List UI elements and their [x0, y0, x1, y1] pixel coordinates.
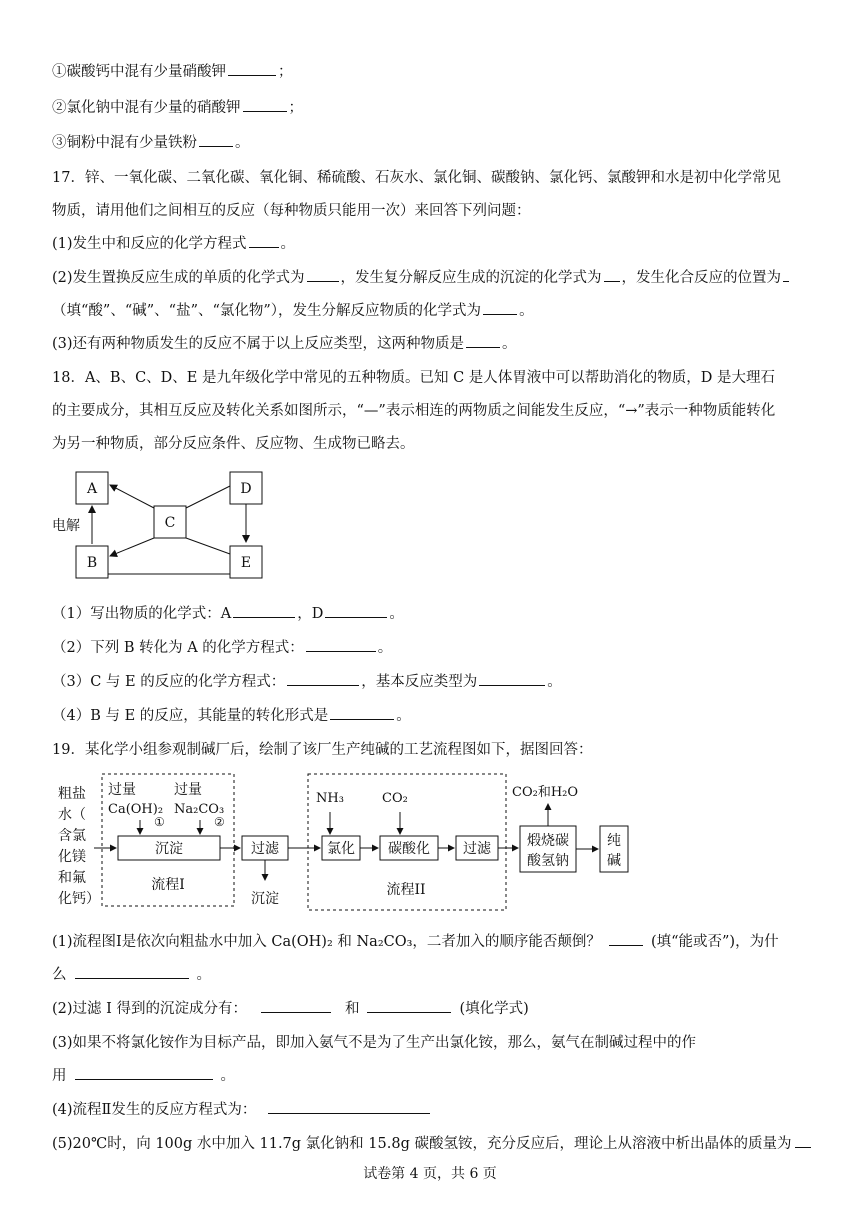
q18-intro-line-1: 18．A、B、C、D、E 是九年级化学中常见的五种物质。已知 C 是人体胃液中可以帮助消化的物质，D 是大理石 — [52, 370, 776, 386]
product-label-line-1: 纯 — [607, 833, 621, 849]
input-line-6: 化钙） — [58, 891, 100, 907]
answer-blank[interactable] — [479, 671, 545, 686]
page-footer: 试卷第 4 页，共 6 页 — [363, 1166, 497, 1182]
q17-part-3: (3)还有两种物质发生的反应不属于以上反应类型，这两种物质是 。 — [52, 332, 517, 353]
q17-part-2: (2)发生置换反应生成的单质的化学式为 ，发生复分解反应生成的沉淀的化学式为 ，发生化合反应的位置为 — [52, 266, 791, 287]
answer-blank[interactable] — [233, 603, 295, 618]
answer-blank[interactable] — [199, 132, 233, 147]
q18-intro-line-2: 的主要成分，其相互反应及转化关系如图所示，“—”表示相连的两物质之间能发生反应，“→”表示一种物质能转化 — [52, 403, 776, 419]
precipitation-label: 沉淀 — [155, 841, 183, 857]
q18-part-2: （2）下列 B 转化为 A 的化学方程式： 。 — [52, 636, 392, 657]
answer-blank[interactable] — [330, 705, 394, 720]
calcination-label-line-2: 酸氢钠 — [527, 853, 569, 869]
q19-process-flowchart — [50, 770, 650, 915]
answer-blank[interactable] — [268, 1099, 430, 1114]
answer-blank[interactable] — [243, 97, 287, 112]
excess-label-2: 过量 — [174, 782, 202, 798]
node-e-label: E — [240, 555, 252, 571]
node-d-label: D — [240, 481, 252, 497]
electrolysis-label: 电解 — [52, 518, 80, 534]
process-1-label: 流程I — [151, 877, 185, 893]
q19-part-5: (5)20℃时，向 100g 水中加入 11.7g 氯化钠和 15.8g 碳酸氢铵，充分反应后，理论上从溶液中析出晶体的质量为 — [52, 1132, 815, 1153]
answer-blank[interactable] — [466, 333, 500, 348]
precipitate-output: 沉淀 — [251, 891, 279, 907]
answer-blank[interactable] — [261, 998, 331, 1013]
q19-part-1-line-2: 么 。 — [52, 963, 211, 984]
q18-part-3: （3）C 与 E 的反应的化学方程式： ，基本反应类型为 。 — [52, 670, 562, 691]
q16-item-2: ②氯化钠中混有少量的硝酸钾 ； — [52, 96, 303, 117]
q17-part-2-line-2: （填“酸”、“碱”、“盐”、“氯化物”），发生分解反应物质的化学式为 。 — [52, 299, 534, 320]
arrow-c-to-b — [110, 538, 154, 556]
input-line-4: 化镁 — [58, 849, 86, 865]
input-line-5: 和氟 — [58, 870, 86, 886]
answer-blank[interactable] — [307, 267, 339, 282]
node-c-label: C — [164, 515, 176, 531]
answer-blank[interactable] — [75, 1065, 213, 1080]
q19-intro: 19．某化学小组参观制碱厂后，绘制了该厂生产纯碱的工艺流程图如下，据图回答： — [52, 742, 593, 758]
answer-blank[interactable] — [287, 671, 359, 686]
co2-label: CO₂ — [382, 791, 408, 806]
q19-part-4: (4)流程Ⅱ发生的反应方程式为： — [52, 1098, 442, 1119]
answer-blank[interactable] — [325, 603, 387, 618]
answer-blank[interactable] — [783, 267, 789, 282]
answer-blank[interactable] — [609, 931, 643, 946]
arrow-c-to-a — [110, 485, 154, 508]
answer-blank[interactable] — [483, 300, 517, 315]
q16-item-1: ①碳酸钙中混有少量硝酸钾 ； — [52, 60, 293, 81]
excess-label-1: 过量 — [108, 782, 136, 798]
product-label-line-2: 碱 — [607, 853, 621, 869]
chlorination-label: 氯化 — [327, 841, 355, 857]
carbonation-label: 碳酸化 — [388, 841, 430, 857]
nh3-label: NH₃ — [316, 791, 344, 806]
answer-blank[interactable] — [306, 637, 376, 652]
process-2-label: 流程II — [386, 882, 426, 898]
q18-part-4: （4）B 与 E 的反应，其能量的转化形式是 。 — [52, 704, 411, 725]
reagent-na2co3: Na₂CO₃ — [174, 802, 225, 817]
input-line-3: 含氯 — [58, 828, 86, 844]
q17-intro-line-1: 17．锌、一氧化碳、二氧化碳、氧化铜、稀硫酸、石灰水、氯化铜、碳酸钠、氯化钙、氯酸钾和水是初中化学常见 — [52, 170, 781, 186]
answer-blank[interactable] — [367, 998, 451, 1013]
line-c-to-d — [186, 486, 230, 508]
filter-1-label: 过滤 — [251, 841, 279, 857]
q19-part-2: (2)过滤 I 得到的沉淀成分有： 和 (填化学式) — [52, 997, 529, 1018]
q16-item-3: ③铜粉中混有少量铁粉 。 — [52, 131, 250, 152]
q19-part-1: (1)流程图Ⅰ是依次向粗盐水中加入 Ca(OH)₂ 和 Na₂CO₃，二者加入的顺序能否颠倒？ (填“能或否”)，为什 — [52, 930, 779, 951]
input-line-2: 水（ — [58, 807, 86, 823]
q18-intro-line-3: 为另一种物质，部分反应条件、反应物、生成物已略去。 — [52, 436, 415, 452]
q18-relation-diagram — [50, 462, 280, 587]
q17-intro-line-2: 物质，请用他们之间相互的反应（每种物质只能用一次）来回答下列问题： — [52, 203, 531, 219]
q19-part-3-line-2: 用 。 — [52, 1064, 235, 1085]
answer-blank[interactable] — [795, 1133, 811, 1148]
node-b-label: B — [86, 555, 98, 571]
q18-part-1: （1）写出物质的化学式：A ，D 。 — [52, 602, 404, 623]
q17-part-1: (1)发生中和反应的化学方程式 。 — [52, 232, 295, 253]
calcination-label-line-1: 煅烧碳 — [527, 833, 569, 849]
answer-blank[interactable] — [249, 233, 279, 248]
input-line-1: 粗盐 — [58, 786, 86, 802]
step-mark-2: ② — [214, 815, 225, 829]
filter-2-label: 过滤 — [463, 841, 491, 857]
q19-part-3-line-1: (3)如果不将氯化铵作为目标产品，即加入氨气不是为了生产出氯化铵，那么，氨气在制碱过程中的作 — [52, 1035, 697, 1051]
line-c-to-e — [186, 538, 230, 554]
step-mark-1: ① — [154, 815, 165, 829]
answer-blank[interactable] — [604, 267, 620, 282]
reagent-ca-oh-2: Ca(OH)₂ — [108, 802, 164, 817]
node-a-label: A — [86, 481, 98, 497]
answer-blank[interactable] — [75, 964, 189, 979]
answer-blank[interactable] — [228, 61, 276, 76]
gas-output-label: CO₂和H₂O — [512, 785, 579, 800]
